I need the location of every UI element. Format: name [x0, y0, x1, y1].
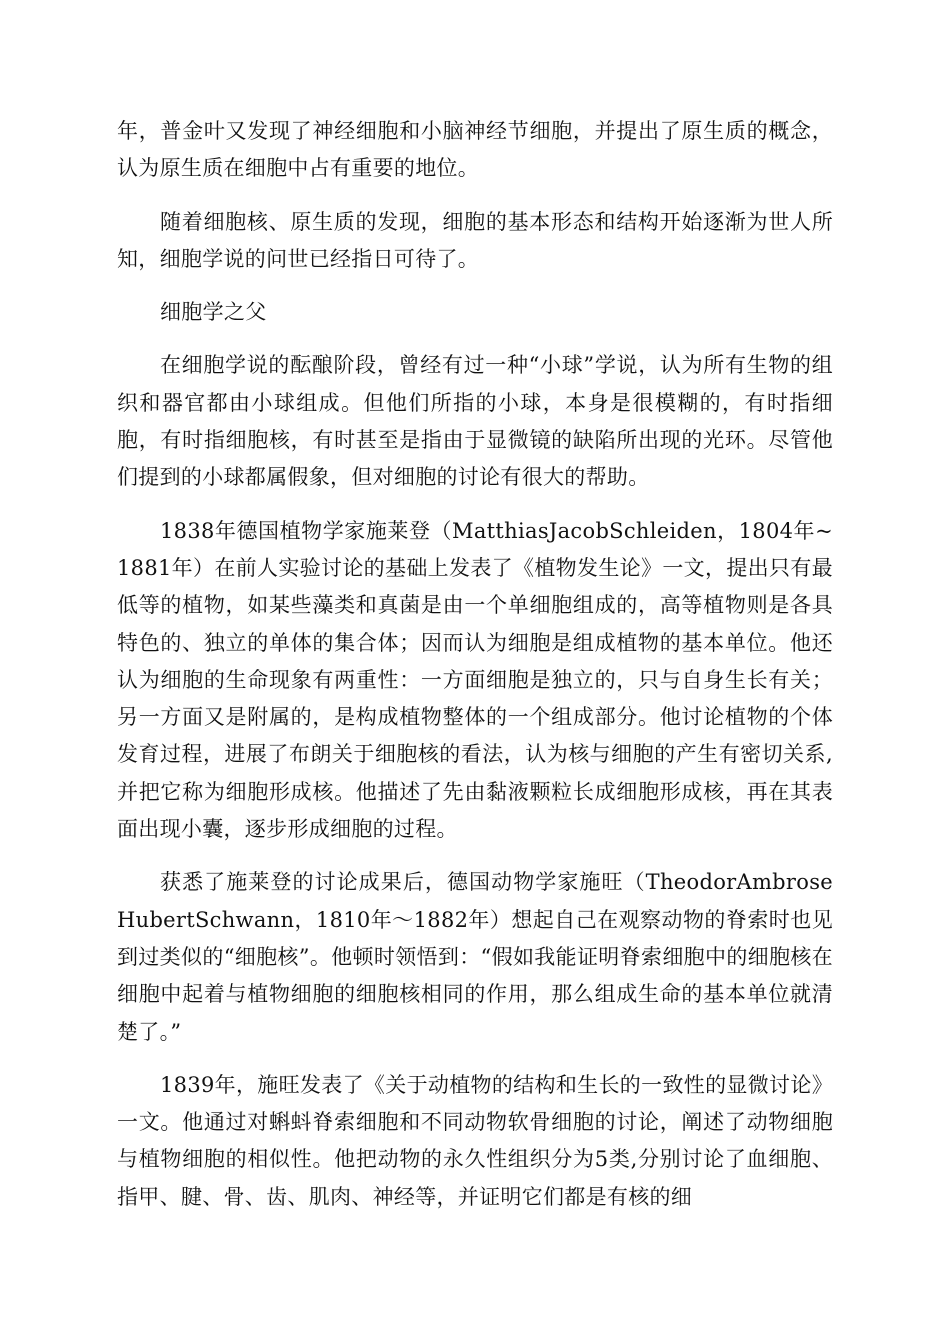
paragraph-globule-theory: 在细胞学说的酝酿阶段，曾经有过一种“小球”学说，认为所有生物的组织和器官都由小球组成。但他们所指的小球，本身是很模糊的，有时指细胞，有时指细胞核，有时甚至是指由于显微镜的缺陷所出现的光环。尽管他们提到的小球都属假象，但对细胞的讨论有很大的帮助。	[117, 353, 833, 490]
document-page	[117, 113, 833, 1216]
paragraph-schleiden: 1838年德国植物学家施莱登（MatthiasJacobSchleiden，1804年~1881年）在前人实验讨论的基础上发表了《植物发生论》一文，提出只有最低等的植物，如某些藻类和真菌是由一个单细胞组成的，高等植物则是各具特色的、独立的单体的集合体；因而认为细胞是组成植物的基本单位。他还认为细胞的生命现象有两重性：一方面细胞是独立的，只与自身生长有关；另一方面又是附属的，是构成植物整体的一个组成部分。他讨论植物的个体发育过程，进展了布朗关于细胞核的看法，认为核与细胞的产生有密切关系,并把它称为细胞形成核。他描述了先由黏液颗粒长成细胞形成核，再在其表面出现小囊，逐步形成细胞的过程。	[117, 518, 833, 842]
paragraph-cell-theory-intro: 随着细胞核、原生质的发现，细胞的基本形态和结构开始逐渐为世人所知，细胞学说的问世已经指日可待了。	[117, 209, 833, 271]
section-heading: 细胞学之父	[160, 300, 267, 325]
paragraph-schwann-1839: 1839年，施旺发表了《关于动植物的结构和生长的一致性的显微讨论》一文。他通过对蝌蚪脊索细胞和不同动物软骨细胞的讨论，阐述了动物细胞与植物细胞的相似性。他把动物的永久性组织分为5类,分别讨论了血细胞、指甲、腱、骨、齿、肌肉、神经等，并证明它们都是有核的细	[117, 1072, 833, 1209]
paragraph-protoplasm: 年，普金叶又发现了神经细胞和小脑神经节细胞，并提出了原生质的概念，认为原生质在细胞中占有重要的地位。	[117, 119, 833, 181]
paragraph-schwann-insight: 获悉了施莱登的讨论成果后，德国动物学家施旺（TheodorAmbroseHubertSchwann，1810年～1882年）想起自己在观察动物的脊索时也见到过类似的“细胞核”。他顿时领悟到：“假如我能证明脊索细胞中的细胞核在细胞中起着与植物细胞的细胞核相同的作用，那么组成生命的基本单位就清楚了。”	[117, 870, 833, 1044]
